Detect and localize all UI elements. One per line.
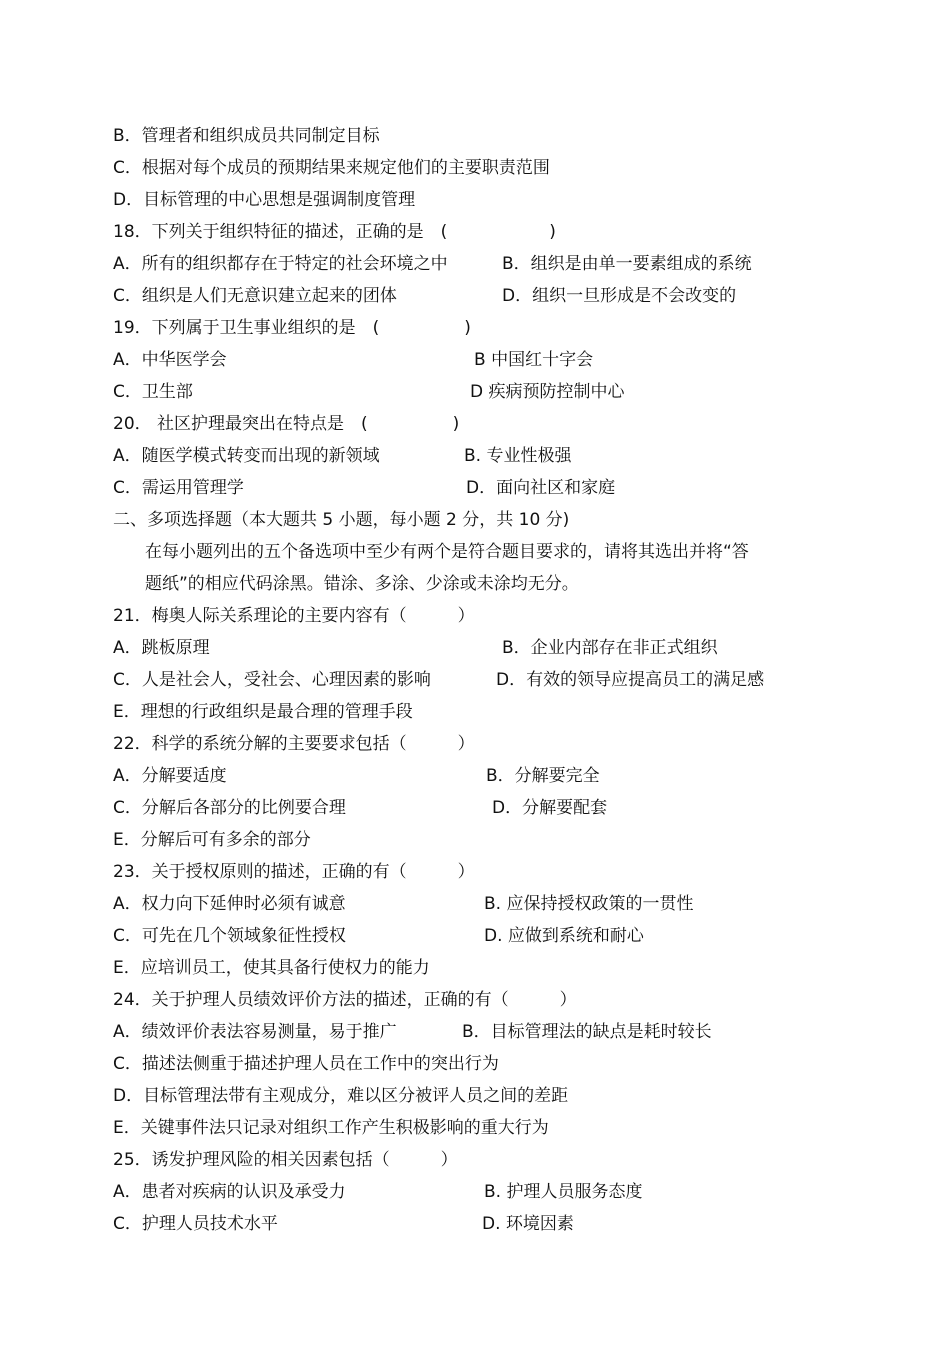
q18-option-b: B．组织是由单一要素组成的系统 [502, 254, 752, 274]
q25-option-d: D. 环境因素 [482, 1214, 574, 1234]
q20-option-c: C．需运用管理学 [113, 478, 244, 498]
q21-option-b: B．企业内部存在非正式组织 [502, 638, 718, 658]
q19-option-a: A．中华医学会 [113, 350, 227, 370]
section-instruction-line-1: 在每小题列出的五个备选项中至少有两个是符合题目要求的，请将其选出并将“答 [145, 542, 749, 562]
q24-option-e: E．关键事件法只记录对组织工作产生积极影响的重大行为 [113, 1118, 549, 1138]
q21-option-d: D．有效的领导应提高员工的满足感 [496, 670, 765, 690]
q24-option-a: A．绩效评价表法容易测量，易于推广 [113, 1022, 397, 1042]
q23-stem: 23．关于授权原则的描述，正确的有（ ） [113, 862, 475, 882]
q22-stem: 22．科学的系统分解的主要要求包括（ ） [113, 734, 475, 754]
q20-option-b: B. 专业性极强 [464, 446, 572, 466]
q18-option-c: C．组织是人们无意识建立起来的团体 [113, 286, 397, 306]
q23-option-d: D. 应做到系统和耐心 [484, 926, 644, 946]
q23-option-b: B. 应保持授权政策的一贯性 [484, 894, 694, 914]
q21-option-a: A．跳板原理 [113, 638, 210, 658]
q19-option-c: C．卫生部 [113, 382, 193, 402]
q18-option-d: D．组织一旦形成是不会改变的 [502, 286, 737, 306]
q17-option-b: B．管理者和组织成员共同制定目标 [113, 126, 380, 146]
q17-option-d: D．目标管理的中心思想是强调制度管理 [113, 190, 416, 210]
section-heading: 二、多项选择题（本大题共 5 小题，每小题 2 分，共 10 分) [113, 510, 570, 530]
q19-stem: 19．下列属于卫生事业组织的是 ( ) [113, 318, 471, 338]
q25-option-a: A．患者对疾病的认识及承受力 [113, 1182, 346, 1202]
q20-option-d: D．面向社区和家庭 [466, 478, 616, 498]
q21-stem: 21．梅奥人际关系理论的主要内容有（ ） [113, 606, 475, 626]
q22-option-d: D．分解要配套 [492, 798, 608, 818]
q18-stem: 18．下列关于组织特征的描述，正确的是 ( ) [113, 222, 556, 242]
q20-option-a: A．随医学模式转变而出现的新领域 [113, 446, 380, 466]
q17-option-c: C．根据对每个成员的预期结果来规定他们的主要职责范围 [113, 158, 550, 178]
q22-option-a: A．分解要适度 [113, 766, 227, 786]
q22-option-e: E．分解后可有多余的部分 [113, 830, 311, 850]
q23-option-c: C．可先在几个领域象征性授权 [113, 926, 346, 946]
q23-option-a: A．权力向下延伸时必须有诚意 [113, 894, 346, 914]
q20-stem: 20． 社区护理最突出在特点是 ( ) [113, 414, 460, 434]
q24-option-d: D．目标管理法带有主观成分，难以区分被评人员之间的差距 [113, 1086, 569, 1106]
q21-option-c: C．人是社会人，受社会、心理因素的影响 [113, 670, 431, 690]
q23-option-e: E．应培训员工，使其具备行使权力的能力 [113, 958, 430, 978]
q21-option-e: E．理想的行政组织是最合理的管理手段 [113, 702, 413, 722]
q25-option-c: C．护理人员技术水平 [113, 1214, 278, 1234]
q24-option-c: C．描述法侧重于描述护理人员在工作中的突出行为 [113, 1054, 499, 1074]
q18-option-a: A．所有的组织都存在于特定的社会环境之中 [113, 254, 448, 274]
section-instruction-line-2: 题纸”的相应代码涂黑。错涂、多涂、少涂或未涂均无分。 [145, 574, 579, 594]
q25-stem: 25．诱发护理风险的相关因素包括（ ） [113, 1150, 458, 1170]
q25-option-b: B. 护理人员服务态度 [484, 1182, 643, 1202]
q19-option-d: D 疾病预防控制中心 [470, 382, 625, 402]
q24-stem: 24．关于护理人员绩效评价方法的描述，正确的有（ ） [113, 990, 577, 1010]
q24-option-b: B．目标管理法的缺点是耗时较长 [462, 1022, 712, 1042]
q19-option-b: B 中国红十字会 [474, 350, 594, 370]
q22-option-c: C．分解后各部分的比例要合理 [113, 798, 346, 818]
q22-option-b: B．分解要完全 [486, 766, 600, 786]
